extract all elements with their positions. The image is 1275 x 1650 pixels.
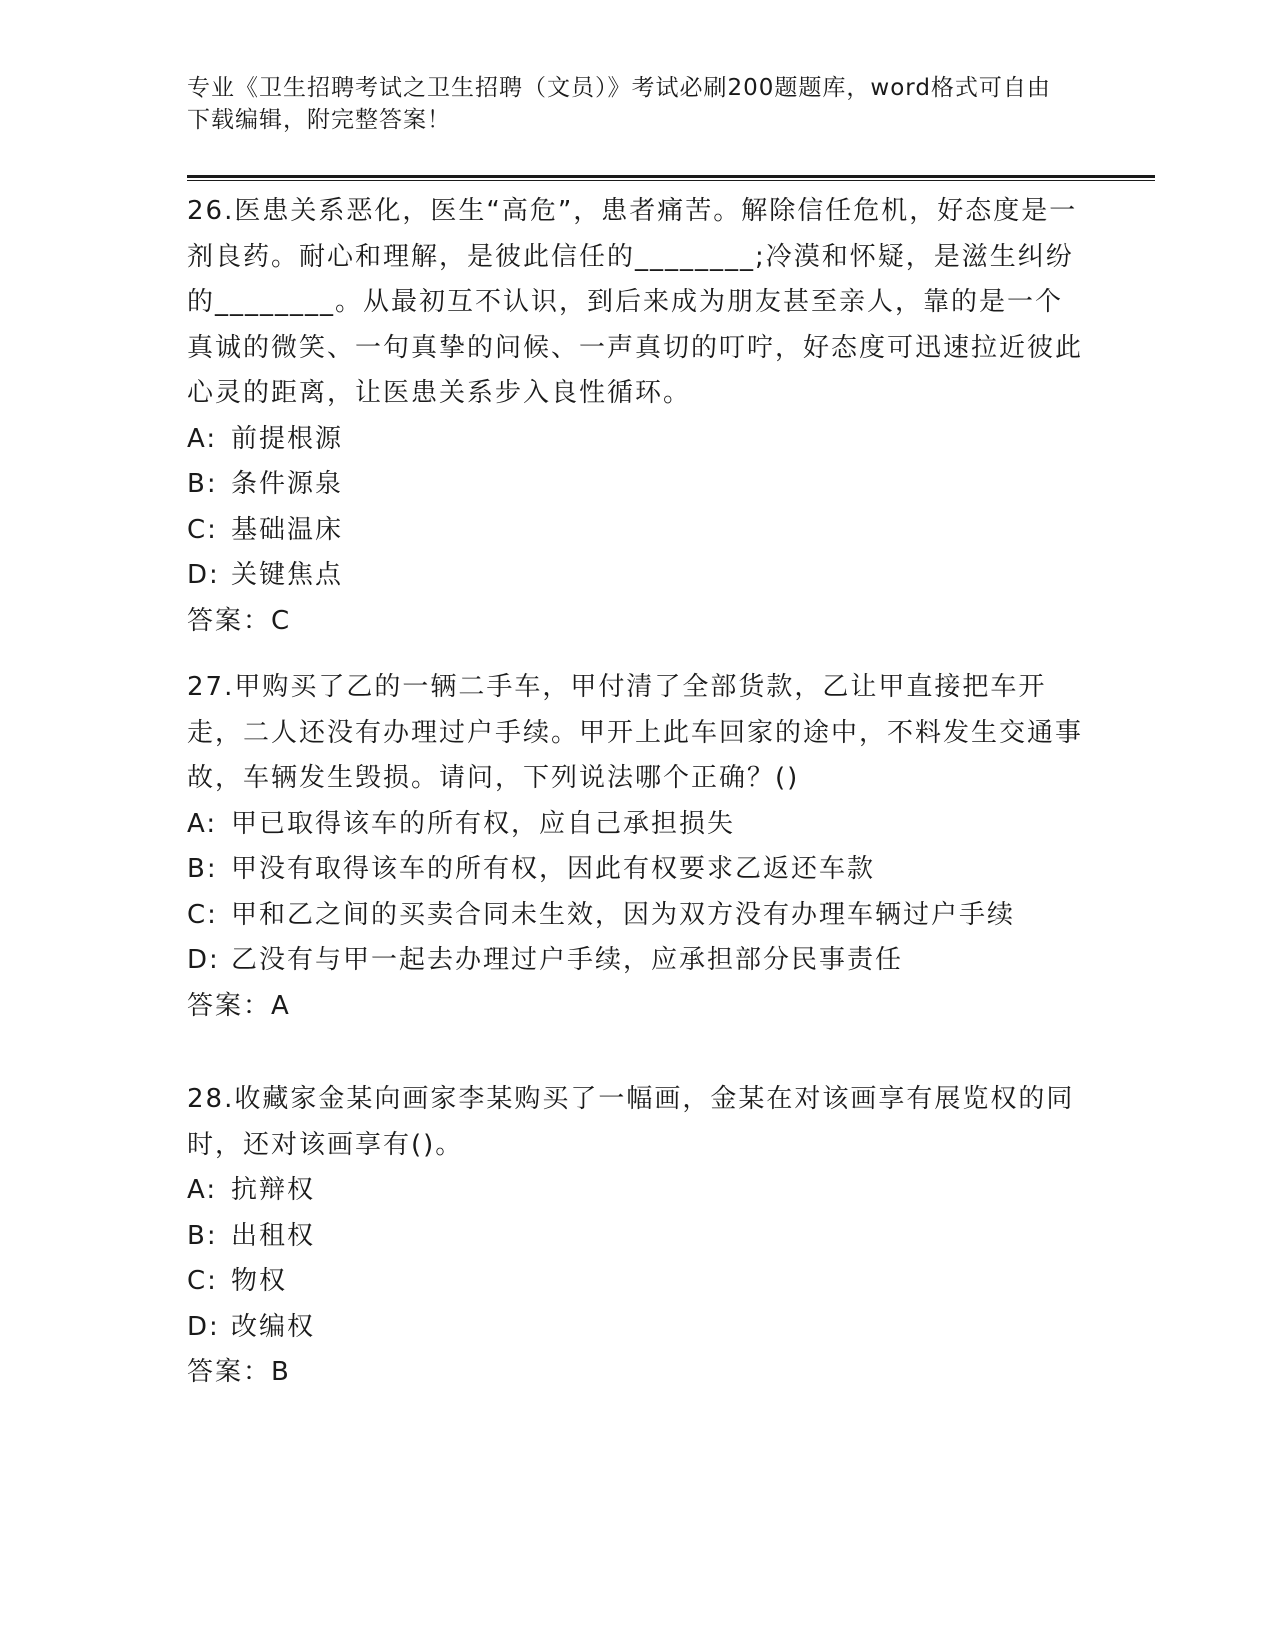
question-28 bbox=[187, 1077, 1087, 1396]
option-c bbox=[187, 1259, 1087, 1305]
answer-line: 答案：B bbox=[187, 1357, 291, 1387]
option-text: 物权 bbox=[231, 1266, 288, 1296]
option-letter: A: bbox=[187, 808, 218, 839]
answer-line: 答案：C bbox=[187, 605, 292, 636]
option-letter: B: bbox=[187, 854, 218, 884]
option-d bbox=[187, 553, 1087, 599]
question-stem: 26.医患关系恶化，医生“高危”，患者痛苦。解除信任危机，好态度是一剂良药。耐心和理解，是彼此信任的________;冷漠和怀疑，是滋生纠纷的________。从最初互不认识，到后来成为朋友甚至亲人，靠的是一个真诚的微笑、一句真挚的问候、一声真切的叮咛，好态度可迅速拉近彼此心灵的距离，让医患关系步入良性循环。 bbox=[187, 196, 1084, 408]
option-a bbox=[187, 1168, 1087, 1214]
option-text: 前提根源 bbox=[231, 423, 344, 454]
option-text: 抗辩权 bbox=[231, 1175, 316, 1205]
option-text: 条件源泉 bbox=[231, 469, 344, 499]
option-c bbox=[187, 508, 1087, 554]
option-letter: C: bbox=[187, 1266, 218, 1296]
option-text: 乙没有与甲一起去办理过户手续，应承担部分民事责任 bbox=[231, 945, 904, 975]
option-letter: A: bbox=[187, 423, 218, 454]
option-letter: D: bbox=[187, 945, 220, 975]
question-stem: 28.收藏家金某向画家李某购买了一幅画，金某在对该画享有展览权的同时，还对该画享有()。 bbox=[187, 1084, 1075, 1160]
option-a bbox=[187, 417, 1087, 463]
option-text: 改编权 bbox=[231, 1311, 316, 1342]
option-text: 基础温床 bbox=[231, 514, 344, 545]
option-text: 甲和乙之间的买卖合同未生效，因为双方没有办理车辆过户手续 bbox=[231, 899, 1016, 930]
option-letter: C: bbox=[187, 514, 218, 545]
option-d bbox=[187, 938, 1087, 984]
option-letter: B: bbox=[187, 1220, 218, 1251]
option-text: 出租权 bbox=[231, 1220, 316, 1251]
option-b bbox=[187, 1214, 1087, 1260]
option-text: 甲已取得该车的所有权，应自己承担损失 bbox=[231, 808, 736, 839]
option-letter: D: bbox=[187, 1311, 220, 1342]
option-d bbox=[187, 1305, 1087, 1351]
option-text: 甲没有取得该车的所有权，因此有权要求乙返还车款 bbox=[231, 854, 876, 884]
answer-line: 答案：A bbox=[187, 990, 291, 1021]
question-stem: 27.甲购买了乙的一辆二手车，甲付清了全部货款，乙让甲直接把车开走，二人还没有办理过户手续。甲开上此车回家的途中，不料发生交通事故，车辆发生毁损。请问，下列说法哪个正确？() bbox=[187, 672, 1084, 793]
option-letter: A: bbox=[187, 1175, 218, 1205]
option-b bbox=[187, 847, 1087, 893]
option-c bbox=[187, 893, 1087, 939]
question-26 bbox=[187, 189, 1087, 644]
option-letter: C: bbox=[187, 899, 218, 930]
option-letter: D: bbox=[187, 560, 220, 590]
page-header-title: 专业《卫生招聘考试之卫生招聘（文员）》考试必刷200题题库，word格式可自由下载编辑，附完整答案！ bbox=[187, 75, 1051, 133]
option-b bbox=[187, 462, 1087, 508]
header-divider bbox=[187, 175, 1155, 181]
option-text: 关键焦点 bbox=[231, 560, 344, 590]
option-a bbox=[187, 802, 1087, 848]
option-letter: B: bbox=[187, 469, 218, 499]
question-27 bbox=[187, 665, 1087, 1029]
